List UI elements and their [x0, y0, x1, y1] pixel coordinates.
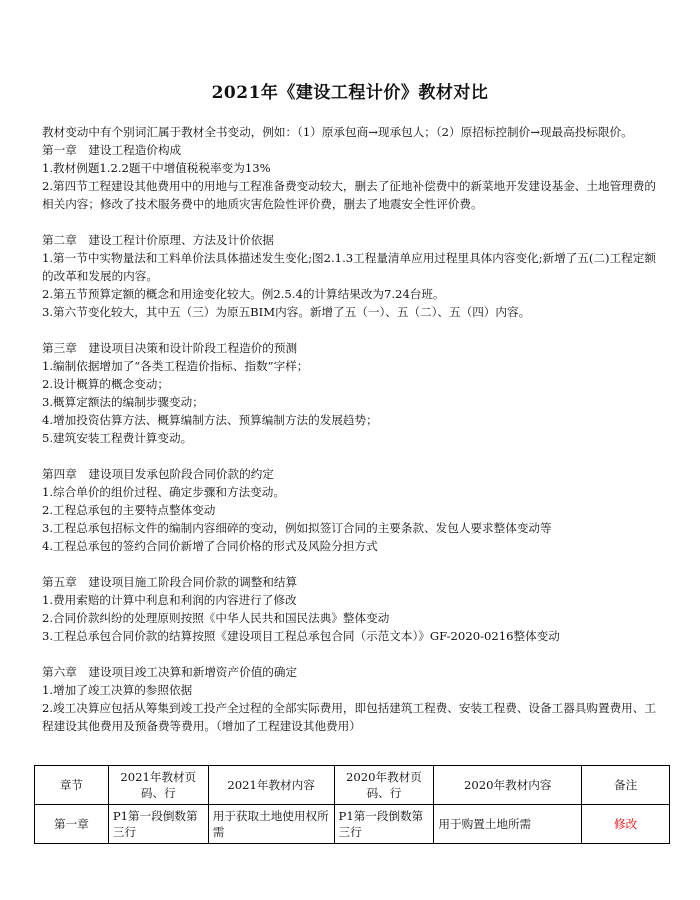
column-header: 章节 — [35, 766, 109, 805]
list-item: 3.概算定额法的编制步骤变动； — [42, 395, 204, 409]
intro-paragraph: 教材变动中有个别词汇属于教材全书变动，例如：（1）原承包商→现承包人；（2）原招标控制价→现最高投标限价。 — [42, 125, 633, 139]
list-item: 4.工程总承包的签约合同价新增了合同价格的形式及风险分担方式 — [42, 539, 378, 553]
chapter-section — [42, 663, 662, 735]
list-item: 2.第五节预算定额的概念和用途变化较大。例2.5.4的计算结果改为7.24台班。 — [42, 287, 445, 301]
page-title: 2021年《建设工程计价》教材对比 — [211, 83, 489, 103]
section-gap — [42, 555, 662, 573]
chapter-section — [42, 339, 662, 447]
chapter-section — [42, 573, 662, 645]
document-body — [42, 123, 662, 735]
list-item: 2.工程总承包的主要特点整体变动 — [42, 503, 216, 517]
list-item: 3.工程总承包合同价款的结算按照《建设项目工程总承包合同（示范文本）》GF-2020-0216整体变动 — [42, 629, 560, 643]
list-item: 1.综合单价的组价过程、确定步骤和方法变动。 — [42, 485, 285, 499]
list-item: 1.第一节中实物量法和工料单价法具体描述发生变化;图2.1.3工程量清单应用过程里具体内容变化;新增了五(二)工程定额的改革和发展的内容。 — [42, 251, 656, 283]
column-header: 2021年教材页码、行 — [108, 766, 208, 805]
chapter-heading: 第二章 建设工程计价原理、方法及计价依据 — [42, 233, 274, 247]
column-header: 2021年教材内容 — [208, 766, 334, 805]
list-item: 1.教材例题1.2.2题干中增值税税率变为13% — [42, 161, 271, 175]
chapter-section — [42, 465, 662, 555]
list-item: 1.编制依据增加了“各类工程造价指标、指数”字样； — [42, 359, 309, 373]
list-item: 3.工程总承包招标文件的编制内容细碎的变动，例如拟签订合同的主要条款、发包人要求整体变动等 — [42, 521, 552, 535]
table-row — [35, 805, 670, 844]
comparison-table — [34, 765, 670, 844]
list-item: 1.费用索赔的计算中利息和利润的内容进行了修改 — [42, 593, 297, 607]
chapter-section — [42, 141, 662, 213]
table-cell: 用于获取土地使用权所需 — [208, 805, 334, 844]
section-gap — [42, 447, 662, 465]
table-cell: 用于购置土地所需 — [434, 805, 582, 844]
chapter-heading: 第四章 建设项目发承包阶段合同价款的约定 — [42, 467, 274, 481]
table-header-row — [35, 766, 670, 805]
table-cell: 第一章 — [35, 805, 109, 844]
section-gap — [42, 213, 662, 231]
list-item: 2.第四节工程建设其他费用中的用地与工程准备费变动较大，删去了征地补偿费中的新菜地开发建设基金、土地管理费的相关内容；修改了技术服务费中的地质灾害危险性评价费，删去了地震安全性评价费。 — [42, 179, 656, 211]
chapter-heading: 第三章 建设项目决策和设计阶段工程造价的预测 — [42, 341, 298, 355]
list-item: 1.增加了竣工决算的参照依据 — [42, 683, 193, 697]
section-gap — [42, 645, 662, 663]
list-item: 2.设计概算的概念变动； — [42, 377, 169, 391]
table-cell: P1第一段倒数第三行 — [334, 805, 434, 844]
list-item: 5.建筑安装工程费计算变动。 — [42, 431, 193, 445]
column-header: 备注 — [582, 766, 670, 805]
remark-cell: 修改 — [582, 805, 670, 844]
list-item: 4.增加投资估算方法、概算编制方法、预算编制方法的发展趋势； — [42, 413, 378, 427]
table-cell: P1第一段倒数第三行 — [108, 805, 208, 844]
chapter-heading: 第一章 建设工程造价构成 — [42, 143, 182, 157]
chapter-section — [42, 231, 662, 321]
section-gap — [42, 321, 662, 339]
list-item: 3.第六节变化较大，其中五（三）为原五BIM内容。新增了五（一）、五（二）、五（四）内容。 — [42, 305, 531, 319]
list-item: 2.合同价款纠纷的处理原则按照《中华人民共和国民法典》整体变动 — [42, 611, 390, 625]
chapter-heading: 第五章 建设项目施工阶段合同价款的调整和结算 — [42, 575, 298, 589]
column-header: 2020年教材页码、行 — [334, 766, 434, 805]
column-header: 2020年教材内容 — [434, 766, 582, 805]
list-item: 2.竣工决算应包括从筹集到竣工投产全过程的全部实际费用，即包括建筑工程费、安装工程费、设备工器具购置费用、工程建设其他费用及预备费等费用。（增加了工程建设其他费用） — [42, 701, 656, 733]
chapter-heading: 第六章 建设项目竣工决算和新增资产价值的确定 — [42, 665, 298, 679]
